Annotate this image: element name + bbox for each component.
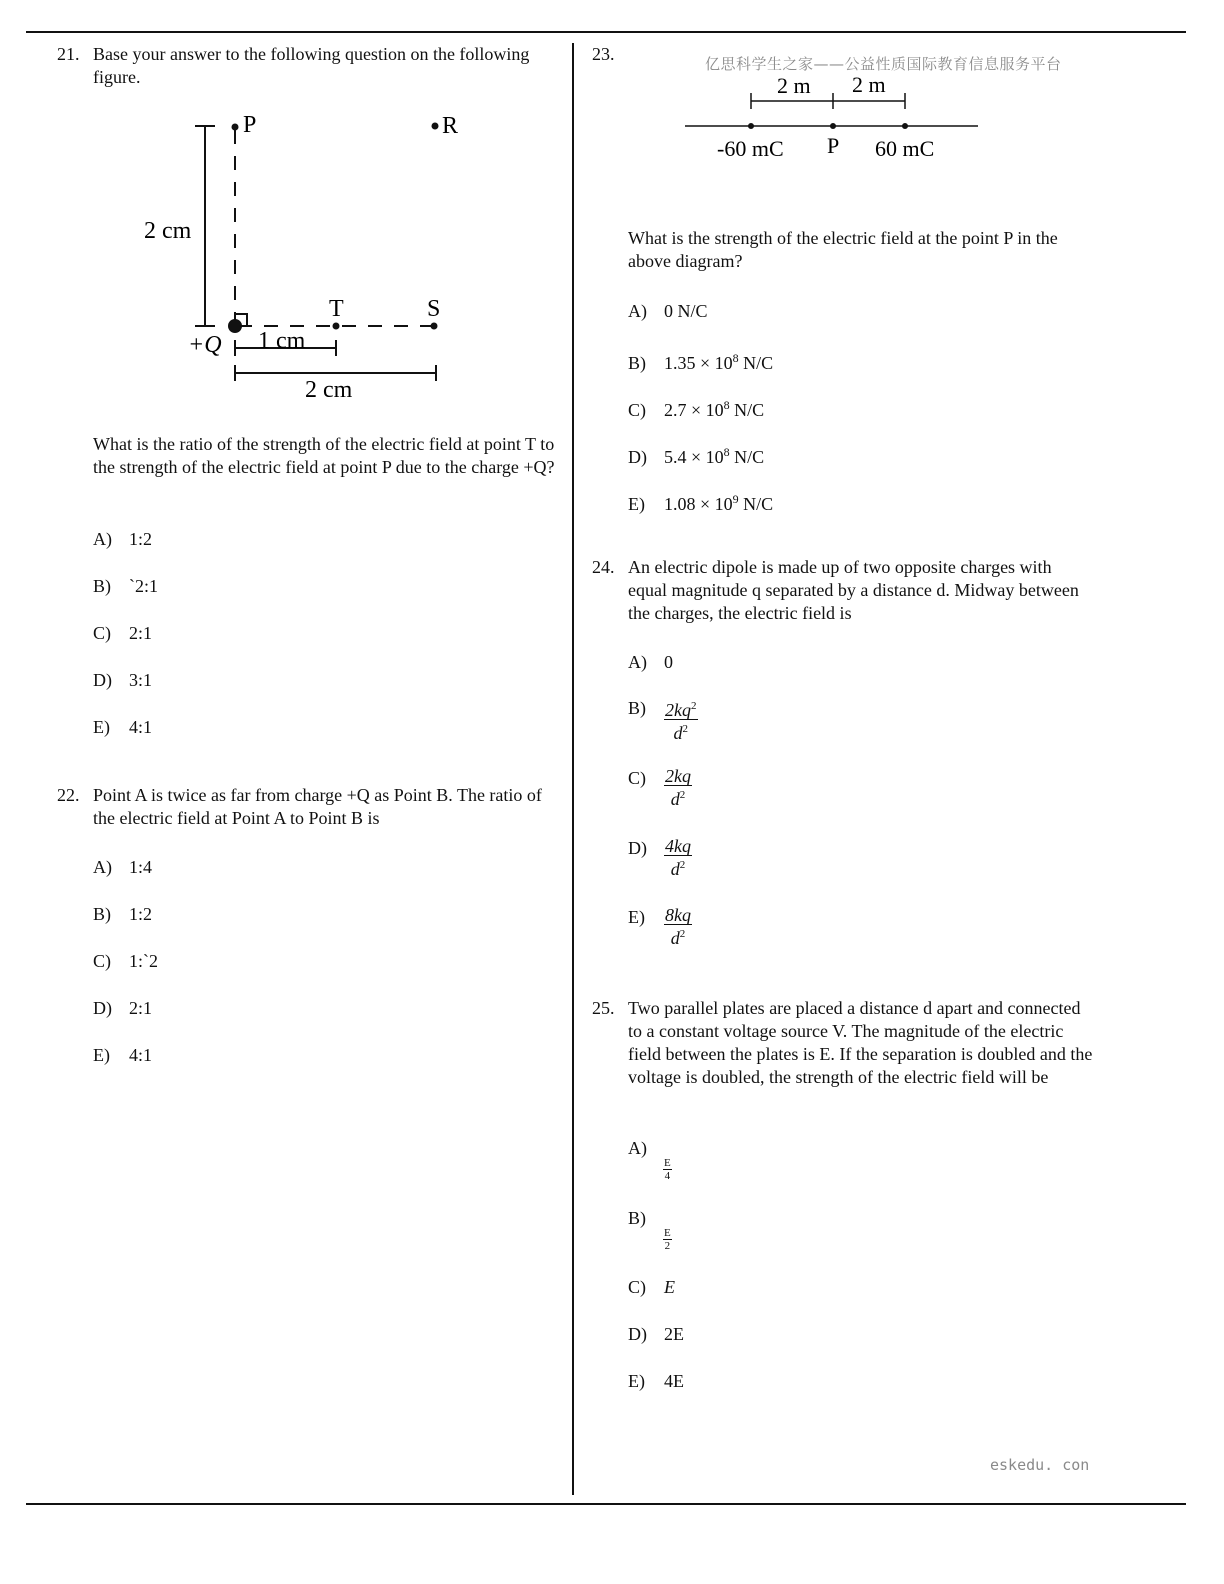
q23-question-block [592, 227, 1102, 273]
choice-exponent: 9 [732, 492, 739, 506]
choice-23-E[interactable] [628, 488, 773, 516]
fraction-numerator: E [664, 1157, 671, 1169]
choice-text: 4E [664, 1371, 684, 1391]
choice-24-C[interactable] [628, 767, 692, 808]
label-point-P: P [827, 133, 840, 158]
choice-23-C[interactable] [628, 394, 764, 422]
label-charge-left: -60 mC [717, 136, 784, 161]
fraction-denominator: d [670, 928, 680, 948]
choice-23-A[interactable] [628, 300, 708, 323]
choice-25-B[interactable] [628, 1207, 671, 1252]
choice-label: B) [628, 1208, 646, 1228]
question-number: 24. [592, 557, 615, 577]
choice-label: C) [628, 400, 646, 420]
choice-label: B) [628, 353, 646, 373]
choice-24-E[interactable] [628, 906, 692, 947]
bottom-rule [26, 1503, 1186, 1505]
choice-21-D[interactable] [93, 669, 152, 692]
denominator-exponent: 2 [679, 928, 686, 940]
point-P [830, 123, 836, 129]
choice-label: B) [93, 904, 111, 924]
choice-23-D[interactable] [628, 441, 764, 469]
choice-text: 2:1 [129, 623, 153, 643]
choice-label: B) [628, 698, 646, 718]
point-S [431, 323, 438, 330]
choice-text: `2:1 [129, 576, 158, 596]
choice-22-E[interactable] [93, 1044, 152, 1067]
numerator-exponent: 2 [691, 700, 697, 712]
choice-label: C) [628, 1277, 646, 1297]
q23-figure [680, 70, 990, 170]
point-R [432, 123, 439, 130]
choice-label: A) [628, 301, 647, 321]
choice-exponent: 8 [732, 351, 739, 365]
choice-label: E) [93, 1045, 110, 1065]
choice-label: D) [93, 998, 112, 1018]
choice-25-A[interactable] [628, 1137, 671, 1182]
choice-25-E[interactable] [628, 1370, 684, 1393]
choice-25-C[interactable] [628, 1276, 675, 1299]
watermark-text: 亿思科学生之家——公益性质国际教育信息服务平台 [705, 55, 1062, 73]
choice-exponent: 8 [723, 398, 730, 412]
choice-label: E) [93, 717, 110, 737]
charge-Q [228, 319, 242, 333]
question-text: What is the strength of the electric field at the point P in the above diagram? [628, 228, 1058, 271]
fraction-numerator: 4kq [665, 836, 691, 856]
point-T [333, 323, 340, 330]
top-rule [26, 31, 1186, 33]
label-2cm-horizontal: 2 cm [305, 377, 353, 403]
choice-23-B[interactable] [628, 347, 773, 375]
question-number: 22. [57, 785, 80, 805]
choice-text: 0 [664, 652, 673, 672]
fraction [664, 906, 692, 947]
choice-text: 4:1 [129, 1045, 153, 1065]
choice-mantissa: 1.35 × 10 [664, 353, 733, 373]
denominator-exponent: 2 [679, 789, 686, 801]
choice-unit: N/C [729, 400, 765, 420]
choice-label: C) [93, 623, 111, 643]
fraction [664, 697, 698, 742]
label-1cm: 1 cm [258, 328, 306, 354]
choice-24-B[interactable] [628, 697, 698, 742]
choice-label: D) [628, 1324, 647, 1344]
fraction-denominator: 2 [664, 1240, 671, 1252]
fraction [663, 1227, 672, 1252]
choice-25-D[interactable] [628, 1323, 684, 1346]
question-number: 25. [592, 998, 615, 1018]
label-T: T [329, 296, 344, 322]
question-intro: Base your answer to the following question on the following figure. [93, 44, 530, 87]
choice-unit: N/C [729, 447, 765, 467]
choice-label: D) [628, 447, 647, 467]
left-column [57, 43, 557, 89]
choice-label: E) [628, 494, 645, 514]
choice-exponent: 8 [723, 445, 730, 459]
q21-question-block [57, 433, 557, 479]
label-P: P [243, 112, 257, 138]
choice-mantissa: 1.08 × 10 [664, 494, 733, 514]
choice-21-E[interactable] [93, 716, 152, 739]
label-S: S [427, 296, 441, 322]
footer-site-text: eskedu. con [990, 1456, 1090, 1474]
label-R: R [442, 113, 459, 139]
fraction-denominator: d [670, 859, 680, 879]
question-21 [57, 43, 557, 89]
choice-label: D) [93, 670, 112, 690]
label-2cm-vertical: 2 cm [144, 218, 192, 244]
choice-label: E) [628, 907, 645, 927]
choice-22-A[interactable] [93, 856, 152, 879]
choice-mantissa: 5.4 × 10 [664, 447, 724, 467]
column-divider [572, 43, 574, 1495]
choice-22-B[interactable] [93, 903, 152, 926]
question-25 [592, 997, 1097, 1089]
denominator-exponent: 2 [682, 723, 688, 735]
denominator-exponent: 2 [679, 859, 686, 871]
choice-label: A) [628, 1138, 647, 1158]
point-P [232, 124, 239, 131]
label-dist-left: 2 m [777, 73, 811, 98]
question-text: Two parallel plates are placed a distance d apart and connected to a constant voltage source V. The magnitude of the electric field between the plates is E. If the separation is doubled and the voltage is doubled, the strength of the electric field will be [628, 998, 1093, 1087]
choice-label: C) [93, 951, 111, 971]
question-text: An electric dipole is made up of two opposite charges with equal magnitude q separated by a distance d. Midway between the charges, the electric field is [628, 557, 1079, 623]
choice-22-D[interactable] [93, 997, 152, 1020]
choice-unit: N/C [738, 353, 774, 373]
question-number: 21. [57, 44, 80, 64]
choice-text: 1:2 [129, 529, 153, 549]
fraction [664, 837, 692, 878]
fraction-denominator: 4 [664, 1170, 671, 1182]
charge-left [748, 123, 754, 129]
fraction-numerator: 2kq [665, 700, 691, 720]
question-24 [592, 556, 1092, 625]
q21-figure [130, 100, 490, 410]
choice-text: 1:`2 [129, 951, 158, 971]
choice-text: E [664, 1277, 675, 1297]
fraction-denominator: d [670, 789, 680, 809]
choice-22-C[interactable] [93, 950, 158, 973]
choice-24-A[interactable] [628, 651, 673, 674]
label-charge-right: 60 mC [875, 136, 935, 161]
choice-text: 2:1 [129, 998, 153, 1018]
choice-label: E) [628, 1371, 645, 1391]
charge-right [902, 123, 908, 129]
choice-label: C) [628, 768, 646, 788]
choice-24-D[interactable] [628, 837, 692, 878]
choice-label: B) [93, 576, 111, 596]
label-Q: +Q [188, 332, 222, 358]
choice-text: 0 N/C [664, 301, 708, 321]
choice-label: A) [628, 652, 647, 672]
fraction-numerator: E [664, 1227, 671, 1239]
question-22 [57, 784, 557, 830]
choice-21-B[interactable] [93, 575, 158, 598]
fraction-numerator: 2kq [665, 766, 691, 786]
question-text: Point A is twice as far from charge +Q as Point B. The ratio of the electric field at Point A to Point B is [93, 785, 542, 828]
choice-text: 1:2 [129, 904, 153, 924]
choice-21-C[interactable] [93, 622, 152, 645]
fraction-denominator: d [673, 723, 683, 743]
label-dist-right: 2 m [852, 72, 886, 97]
fraction [663, 1157, 672, 1182]
choice-text: 2E [664, 1324, 684, 1344]
choice-text: 3:1 [129, 670, 153, 690]
choice-mantissa: 2.7 × 10 [664, 400, 724, 420]
choice-text: 4:1 [129, 717, 153, 737]
choice-label: D) [628, 838, 647, 858]
choice-label: A) [93, 857, 112, 877]
question-text: What is the ratio of the strength of the electric field at point T to the strength of the electric field at point P due to the charge +Q? [93, 434, 555, 477]
choice-21-A[interactable] [93, 528, 152, 551]
question-number: 23. [592, 44, 615, 64]
choice-text: 1:4 [129, 857, 153, 877]
fraction [664, 767, 692, 808]
fraction-numerator: 8kq [665, 905, 691, 925]
choice-unit: N/C [738, 494, 774, 514]
choice-label: A) [93, 529, 112, 549]
